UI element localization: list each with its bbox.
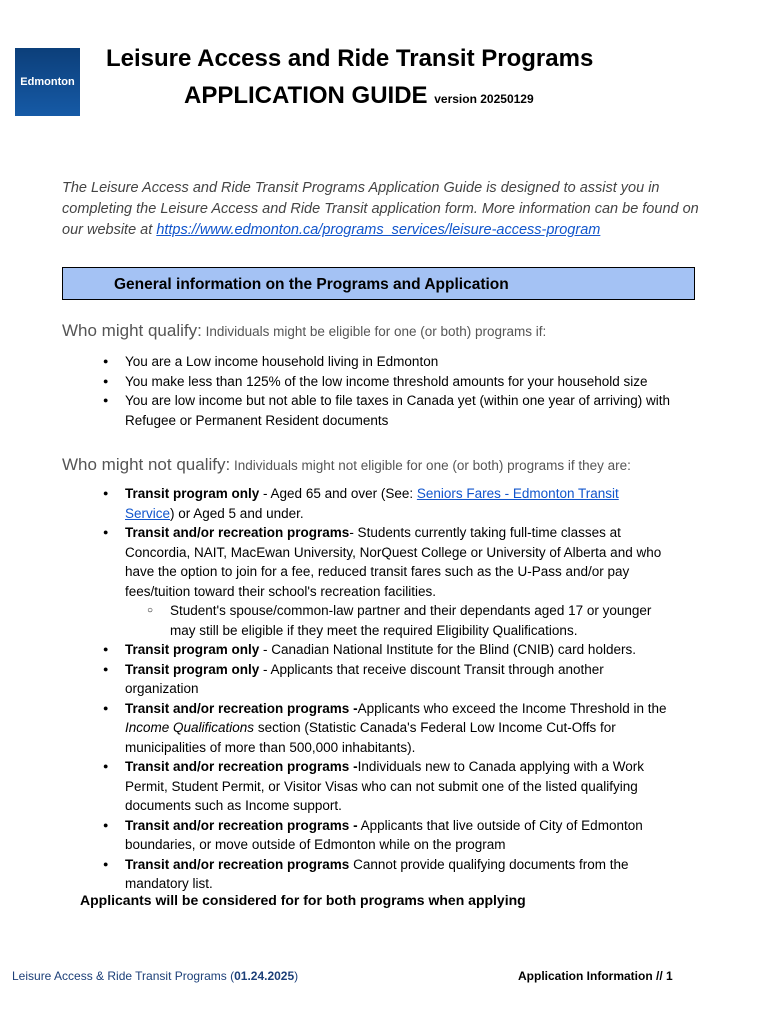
item-label: Transit and/or recreation programs - [125, 817, 358, 833]
item-italic: Income Qualifications [125, 720, 255, 735]
qualify-subheading: Individuals might be eligible for one (or both) programs if: [201, 324, 547, 339]
item-label: Transit program only [125, 486, 260, 501]
logo-text: Edmonton [20, 76, 75, 88]
website-link[interactable]: https://www.edmonton.ca/programs_services/leisure-access-program [156, 222, 601, 238]
item-label: Transit program only [125, 661, 260, 677]
qualify-colon: : [197, 321, 202, 340]
intro-text: The Leisure Access and Ride Transit Programs Application Guide is designed to assist you in completing the Leisure Access and Ride Transit application form. More information can be found on our website at [62, 180, 699, 238]
page-subtitle [184, 82, 534, 110]
list-item [125, 699, 670, 758]
item-text: Applicants that live outside of City of Edmonton boundaries, or move outside of Edmonton while on the program [125, 817, 643, 852]
seniors-fares-link[interactable]: Seniors Fares - Edmonton Transit Service [125, 486, 619, 521]
qualify-heading [62, 321, 546, 341]
version-label: version 20250129 [434, 92, 534, 106]
closing-note: Applicants will be considered for for both programs when applying [80, 892, 526, 908]
section-header [62, 267, 695, 300]
not-qualify-colon: : [225, 455, 231, 474]
not-qualify-heading [62, 455, 631, 475]
item-label: Transit and/or recreation programs [125, 856, 350, 872]
item-label: Transit and/or recreation programs [125, 525, 350, 540]
edmonton-logo [15, 48, 80, 116]
list-item [125, 523, 670, 640]
footer-program [12, 969, 298, 983]
list-item [125, 640, 670, 660]
not-qualify-subheading: Individuals might not eligible for one (or both) programs if they are: [230, 458, 631, 473]
footer-text-close: ) [294, 969, 299, 983]
list-item [125, 855, 670, 894]
not-qualify-heading-text: Who might not qualify [62, 455, 226, 474]
qualify-heading-text: Who might qualify [62, 321, 198, 340]
guide-title: APPLICATION GUIDE [184, 82, 428, 109]
sub-list [125, 601, 670, 640]
list-item: ● You are low income but not able to file taxes in Canada yet (within one year of arriving) with Refugee or Permanent Resident documents [125, 391, 685, 430]
list-item [125, 660, 670, 699]
list-item: ● You are a Low income household living in Edmonton [125, 352, 685, 372]
section-title: General information on the Programs and Application [114, 276, 509, 293]
list-item [125, 484, 670, 523]
item-text: Applicants who exceed the Income Threshold in the [357, 700, 667, 716]
intro-paragraph [62, 178, 722, 241]
qualify-list [125, 352, 685, 430]
item-text: - Applicants that receive discount Transit through another organization [125, 661, 604, 696]
not-qualify-list [125, 484, 670, 894]
item-label: Transit program only [125, 642, 260, 657]
item-text: - Aged 65 and over (See: [259, 486, 417, 501]
item-text: ) or Aged 5 and under. [170, 505, 304, 521]
sub-list-item: ○ Student's spouse/common-law partner and their dependants aged 17 or younger may still be eligible if they meet the required Eligibility Qualifications. [125, 601, 670, 640]
item-label: Transit and/or recreation programs - [125, 759, 358, 774]
item-text: Cannot provide qualifying documents from the mandatory list. [125, 856, 629, 891]
list-item: ● You make less than 125% of the low income threshold amounts for your household size [125, 372, 685, 392]
footer-text: Leisure Access & Ride Transit Programs ( [12, 969, 235, 983]
footer-page-label: Application Information // 1 [518, 969, 673, 983]
list-item [125, 816, 670, 855]
item-text: Individuals new to Canada applying with a Work Permit, Student Permit, or Visitor Visas who can not submit one of the listed qualifying documents such as Income support. [125, 759, 644, 813]
item-label: Transit and/or recreation programs - [125, 700, 358, 716]
item-text: - Canadian National Institute for the Blind (CNIB) card holders. [259, 642, 636, 657]
item-text: section (Statistic Canada's Federal Low Income Cut-Offs for municipalities of more than 500,000 inhabitants). [125, 720, 616, 755]
list-item [125, 757, 670, 816]
item-text: - Students currently taking full-time classes at Concordia, NAIT, MacEwan University, NorQuest College or University of Alberta and who have the option to join for a fee, reduced transit fares such as the U-Pass and/or pay fees/tuition toward their school's recreation facilities. [125, 525, 662, 599]
page-title: Leisure Access and Ride Transit Programs [106, 45, 594, 72]
footer-date: 01.24.2025 [234, 969, 295, 983]
